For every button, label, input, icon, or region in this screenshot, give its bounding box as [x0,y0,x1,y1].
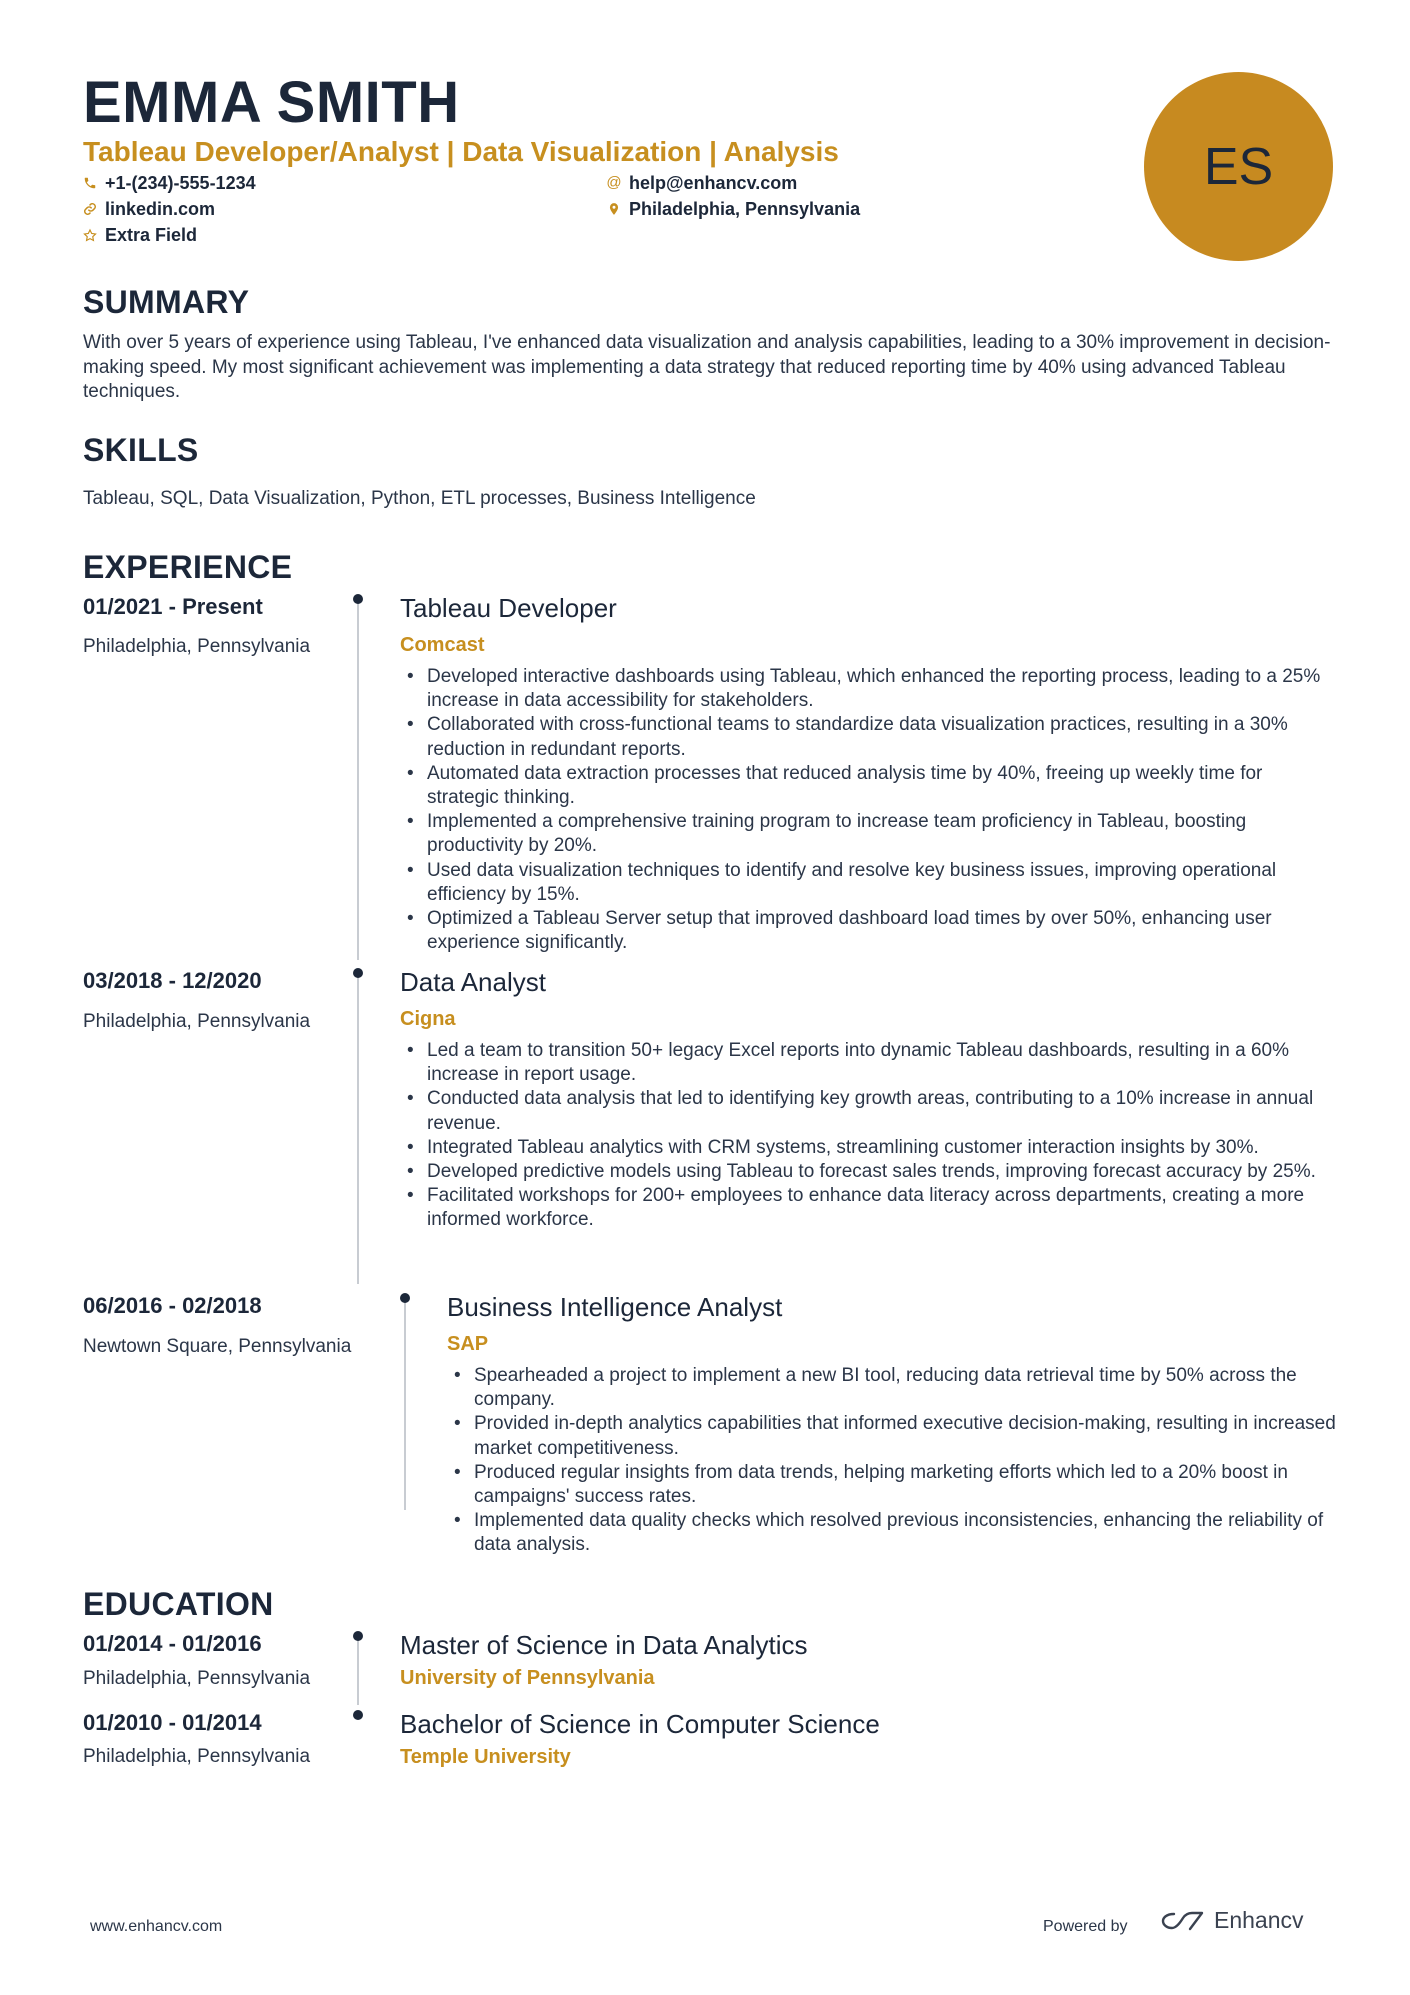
job-bullets [400,1039,1335,1233]
list-item: • Optimized a Tableau Server setup that improved dashboard load times by over 50%, enhancing user experience significantly. [400,907,1335,955]
avatar [1144,72,1333,261]
list-item: • Collaborated with cross-functional teams to standardize data visualization practices, resulting in a 30% reduction in redundant reports. [400,713,1335,761]
contact-email[interactable] [607,171,797,195]
education-degree: Master of Science in Data Analytics [400,1630,808,1660]
education-school: Temple University [400,1746,571,1768]
experience-heading: EXPERIENCE [83,549,293,585]
email-value: help@enhancv.com [629,173,798,193]
list-item: • Facilitated workshops for 200+ employees to enhance data literacy across departments, creating a more informed workforce. [400,1184,1335,1232]
timeline-dot [353,968,363,978]
job-role: Data Analyst [400,967,546,997]
enhancv-brand-name: Enhancv [1214,1907,1304,1933]
link-icon [83,202,97,216]
education-dates: 01/2010 - 01/2014 [83,1710,262,1735]
extra-value: Extra Field [105,225,198,245]
location-value: Philadelphia, Pennsylvania [629,199,861,219]
job-location: Philadelphia, Pennsylvania [83,1011,311,1032]
list-item: • Spearheaded a project to implement a new BI tool, reducing data retrieval time by 50% across the company. [447,1364,1337,1412]
enhancv-logo[interactable] [1160,1907,1304,1934]
job-bullets [400,665,1335,955]
timeline-dot [353,1631,363,1641]
list-item: • Integrated Tableau analytics with CRM systems, streamlining customer interaction insights by 30%. [400,1136,1335,1160]
enhancv-logo-icon [1160,1909,1206,1933]
job-bullets [447,1364,1337,1558]
star-icon [83,228,97,242]
linkedin-value: linkedin.com [105,199,216,219]
education-location: Philadelphia, Pennsylvania [83,1746,311,1767]
timeline-line [357,1640,359,1705]
job-location: Philadelphia, Pennsylvania [83,636,311,657]
skills-heading: SKILLS [83,432,199,468]
list-item: • Automated data extraction processes that reduced analysis time by 40%, freeing up weekly time for strategic thinking. [400,762,1335,810]
job-role: Business Intelligence Analyst [447,1292,783,1322]
education-location: Philadelphia, Pennsylvania [83,1668,311,1689]
timeline-line [357,603,359,960]
at-icon: @ [606,174,622,191]
summary-text: With over 5 years of experience using Tableau, I've enhanced data visualization and analysis capabilities, leading to a 30% improvement in decision-making speed. My most significant achievement was implementing a data strategy that reduced reporting time by 40% using advanced Tableau techniques. [83,332,1331,402]
list-item: • Provided in-depth analytics capabilities that informed executive decision-making, resulting in increased market competitiveness. [447,1412,1337,1460]
list-item: • Implemented a comprehensive training program to increase team proficiency in Tableau, boosting productivity by 20%. [400,810,1335,858]
contact-location [607,197,860,221]
phone-value: +1-(234)-555-1234 [105,173,256,193]
location-pin-icon [607,202,621,216]
list-item: • Produced regular insights from data trends, helping marketing efforts which led to a 20% boost in campaigns' success rates. [447,1461,1337,1509]
list-item: • Developed interactive dashboards using Tableau, which enhanced the reporting process, leading to a 25% increase in data accessibility for stakeholders. [400,665,1335,713]
education-dates: 01/2014 - 01/2016 [83,1631,262,1656]
education-school: University of Pennsylvania [400,1667,655,1689]
job-dates: 01/2021 - Present [83,594,263,619]
phone-icon [83,176,97,190]
timeline-dot [353,1710,363,1720]
timeline-line [404,1302,406,1510]
job-location: Newtown Square, Pennsylvania [83,1336,352,1357]
skills-text: Tableau, SQL, Data Visualization, Python, ETL processes, Business Intelligence [83,488,756,509]
education-heading: EDUCATION [83,1586,274,1622]
contact-linkedin[interactable] [83,197,215,221]
job-dates: 06/2016 - 02/2018 [83,1293,262,1318]
list-item: • Conducted data analysis that led to identifying key growth areas, contributing to a 10% increase in annual revenue. [400,1087,1335,1135]
list-item: • Led a team to transition 50+ legacy Excel reports into dynamic Tableau dashboards, resulting in a 60% increase in report usage. [400,1039,1335,1087]
job-dates: 03/2018 - 12/2020 [83,968,262,993]
job-role: Tableau Developer [400,593,617,623]
list-item: • Used data visualization techniques to identify and resolve key business issues, improving operational efficiency by 15%. [400,859,1335,907]
footer-website[interactable]: www.enhancv.com [90,1918,223,1935]
timeline-dot [400,1293,410,1303]
job-company: Cigna [400,1008,456,1030]
job-company: Comcast [400,634,485,656]
education-degree: Bachelor of Science in Computer Science [400,1709,880,1739]
footer-powered-by: Powered by [1043,1918,1128,1935]
list-item: • Implemented data quality checks which resolved previous inconsistencies, enhancing the reliability of data analysis. [447,1509,1337,1557]
contact-phone[interactable] [83,171,256,195]
avatar-initials: ES [1203,137,1274,196]
timeline-dot [353,594,363,604]
list-item: • Developed predictive models using Tableau to forecast sales trends, improving forecast accuracy by 25%. [400,1160,1335,1184]
contact-extra [83,223,197,247]
job-company: SAP [447,1333,489,1355]
timeline-line [357,977,359,1284]
candidate-title: Tableau Developer/Analyst | Data Visualization | Analysis [83,136,839,167]
candidate-name: EMMA SMITH [83,70,460,135]
summary-heading: SUMMARY [83,284,250,320]
